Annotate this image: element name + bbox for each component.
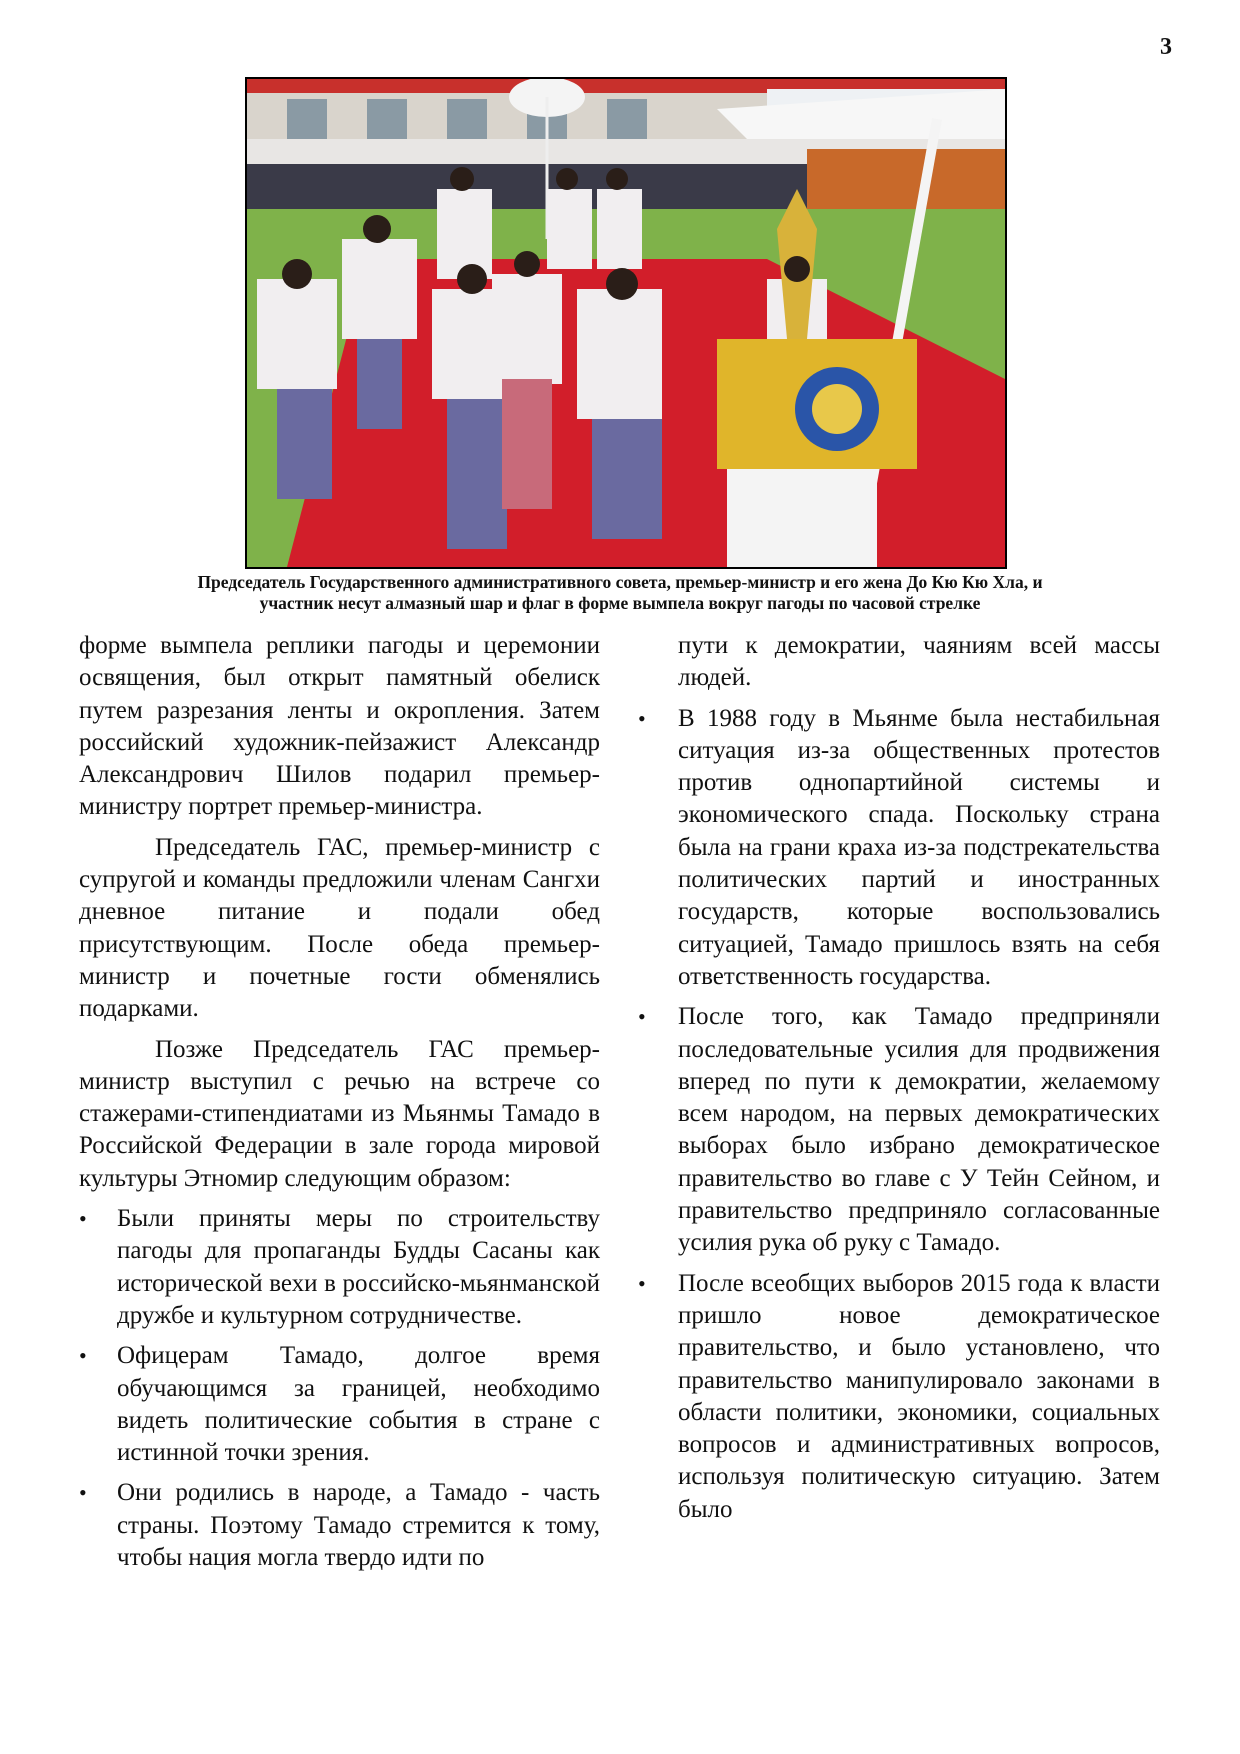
- list-item: [638, 1001, 1160, 1259]
- ceremony-photo-illustration: [247, 79, 1005, 567]
- caption-line-1: Председатель Государственного административного совета, премьер-министр и его жена До Кю Кю Хла, и: [197, 572, 1043, 592]
- bullet-icon: •: [79, 1343, 87, 1369]
- continuation-paragraph: пути к демократии, чаяниям всей массы людей.: [678, 632, 1160, 692]
- list-item: [79, 1203, 600, 1332]
- list-item: [79, 1340, 600, 1469]
- caption-line-2: участник несут алмазный шар и флаг в форме вымпела вокруг пагоды по часовой стрелке: [259, 593, 981, 613]
- list-item-text: Были приняты меры по строительству пагоды для пропаганды Будды Сасаны как исторической вехи в российско-мьянманской дружбе и культурном сотрудничестве.: [117, 1205, 600, 1329]
- paragraph-1: форме вымпела реплики пагоды и церемонии освящения, был открыт памятный обелиск путем разрезания ленты и окропления. Затем российский художник-пейзажист Александр Александрович Шилов подарил премьер-министру портрет премьер-министра.: [79, 632, 600, 821]
- photo-caption: [80, 572, 1160, 614]
- bullet-icon: •: [79, 1480, 87, 1506]
- page-number: 3: [1160, 34, 1172, 60]
- bullet-icon: •: [638, 1270, 646, 1296]
- right-bullet-list: [638, 703, 1160, 1526]
- bullet-icon: •: [638, 705, 646, 731]
- paragraph-3: Позже Председатель ГАС премьер-министр выступил с речью на встрече со стажерами-стипендиатами из Мьянмы Тамадо в Российской Федерации в зале города мировой культуры Этномир следующим образом:: [79, 1035, 600, 1192]
- list-item-text: Они родились в народе, а Тамадо - часть страны. Поэтому Тамадо стремится к тому, чтобы нация могла твердо идти по: [117, 1479, 600, 1572]
- list-item: [79, 1477, 600, 1574]
- bullet-icon: •: [638, 1004, 646, 1030]
- ceremony-photo: [245, 77, 1007, 569]
- paragraph-2: Председатель ГАС, премьер-министр с супругой и команды предложили членам Сангхи дневное питание и подали обед присутствующим. После обеда премьер-министр и почетные гости обменялись подарками.: [79, 833, 600, 1023]
- list-item-text: После того, как Тамадо предприняли последовательные усилия для продвижения вперед по пути к демократии, желаемому всем народом, на первых демократических выборах было избрано демократическое правительство во главе с У Тейн Сейном, и правительство предприняло согласованные усилия рука об руку с Тамадо.: [678, 1003, 1160, 1257]
- bullet-icon: •: [79, 1206, 87, 1232]
- list-item-text: Офицерам Тамадо, долгое время обучающимся за границей, необходимо видеть политические события в стране с истинной точки зрения.: [117, 1342, 600, 1467]
- right-column: [638, 630, 1160, 1534]
- left-bullet-list: [79, 1203, 600, 1574]
- list-item-text: После всеобщих выборов 2015 года к власти пришло новое демократическое правительство, и было установлено, что правительство манипулировало законами в области политики, экономики, социальных вопросов и административных вопросов, используя политическую ситуацию. Затем было: [678, 1269, 1160, 1523]
- list-item: [638, 1268, 1160, 1526]
- list-item-text: В 1988 году в Мьянме была нестабильная ситуация из-за общественных протестов против однопартийной системы и экономического спада. Поскольку страна была на грани краха из-за подстрекательства политических партий и иностранных государств, которые воспользовались ситуацией, Тамадо пришлось взять на себя ответственность государства.: [678, 704, 1160, 990]
- left-column: [79, 630, 600, 1582]
- list-item: [638, 703, 1160, 994]
